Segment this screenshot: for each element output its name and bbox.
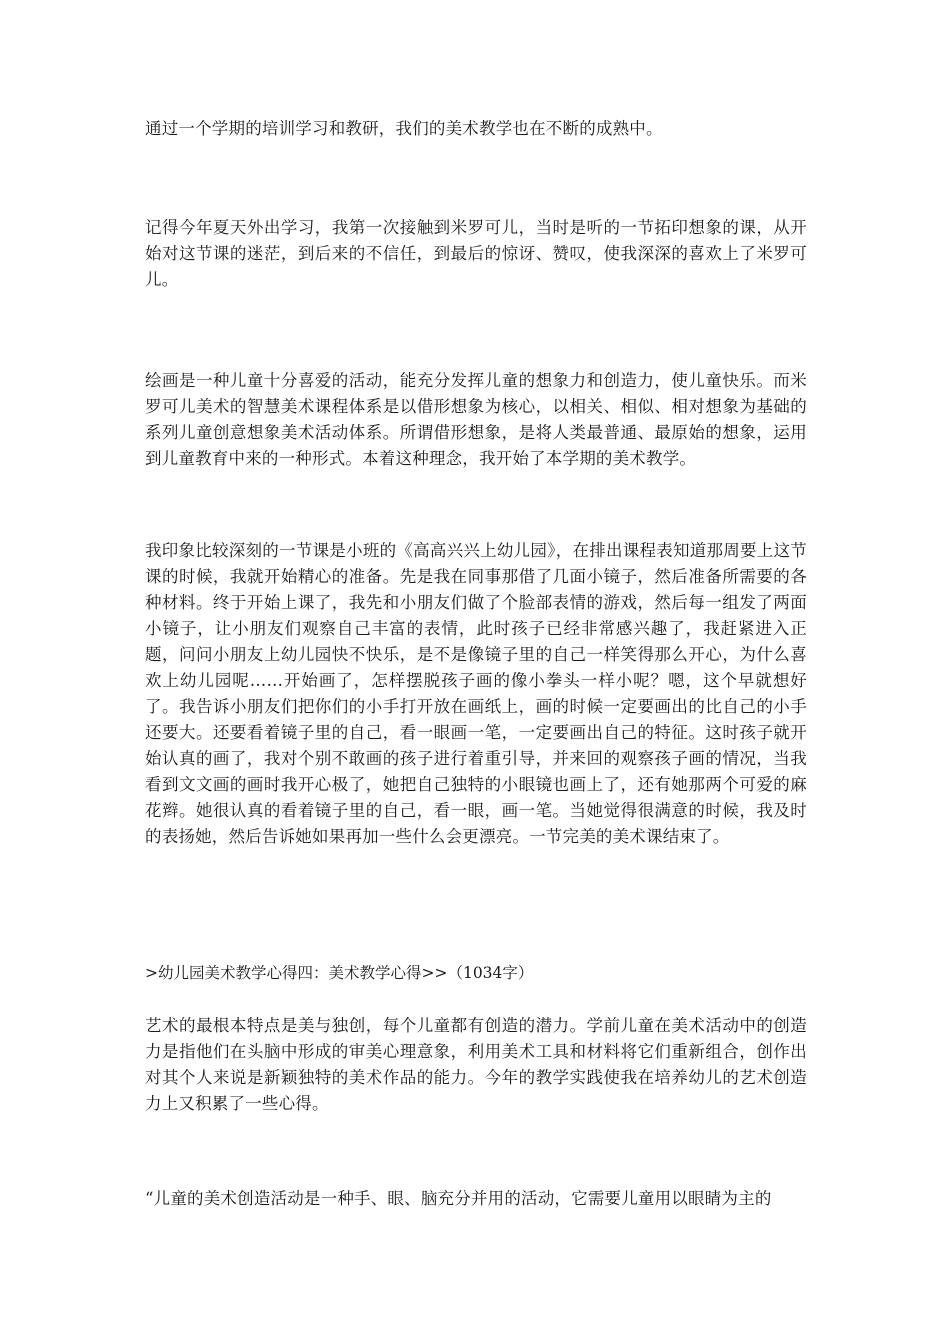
paragraph-5: 艺术的最根本特点是美与独创，每个儿童都有创造的潜力。学前儿童在美术活动中的创造力是指他们在头脑中形成的审美心理意象，利用美术工具和材料将它们重新组合，创作出对其个人来说是新颖独特的美术作品的能力。今年的教学实践使我在培养幼儿的艺术创造力上又积累了一些心得。 bbox=[145, 1016, 807, 1113]
paragraph-4: 我印象比较深刻的一节课是小班的《高高兴兴上幼儿园》，在排出课程表知道那周要上这节课的时候，我就开始精心的准备。先是我在同事那借了几面小镜子，然后准备所需要的各种材料。终于开始上课了，我先和小朋友们做了个脸部表情的游戏，然后每一组发了两面小镜子，让小朋友们观察自己丰富的表情，此时孩子已经非常感兴趣了，我赶紧进入正题，问问小朋友上幼儿园快不快乐，是不是像镜子里的自己一样笑得那么开心，为什么喜欢上幼儿园呢……开始画了，怎样摆脱孩子画的像小拳头一样小呢？嗯，这个早就想好了。我告诉小朋友们把你们的小手打开放在画纸上，画的时候一定要画出的比自己的小手还要大。还要看着镜子里的自己，看一眼画一笔，一定要画出自己的特征。这时孩子就开始认真的画了，我对个别不敢画的孩子进行着重引导，并来回的观察孩子画的情况，当我看到文文画的画时我开心极了，她把自己独特的小眼镜也画上了，还有她那两个可爱的麻花辫。她很认真的看着镜子里的自己，看一眼，画一笔。当她觉得很满意的时候，我及时的表扬她，然后告诉她如果再加一些什么会更漂亮。一节完美的美术课结束了。 bbox=[145, 541, 807, 846]
paragraph-3: 绘画是一种儿童十分喜爱的活动，能充分发挥儿童的想象力和创造力，使儿童快乐。而米罗可儿美术的智慧美术课程体系是以借形想象为核心，以相关、相似、相对想象为基础的系列儿童创意想象美术活动体系。所谓借形想象，是将人类最普通、最原始的想象，运用到儿童教育中来的一种形式。本着这种理念，我开始了本学期的美术教学。 bbox=[145, 371, 807, 468]
paragraph-2: 记得今年夏天外出学习，我第一次接触到米罗可儿，当时是听的一节拓印想象的课，从开始对这节课的迷茫，到后来的不信任，到最后的惊讶、赞叹，使我深深的喜欢上了米罗可儿。 bbox=[145, 218, 807, 289]
paragraph-1: 通过一个学期的培训学习和教研，我们的美术教学也在不断的成熟中。 bbox=[145, 119, 663, 138]
section-heading: >幼儿园美术教学心得四：美术教学心得>>（1034字） bbox=[145, 964, 534, 982]
paragraph-6: “儿童的美术创造活动是一种手、眼、脑充分并用的活动，它需要儿童用以眼睛为主的 bbox=[145, 1189, 772, 1208]
